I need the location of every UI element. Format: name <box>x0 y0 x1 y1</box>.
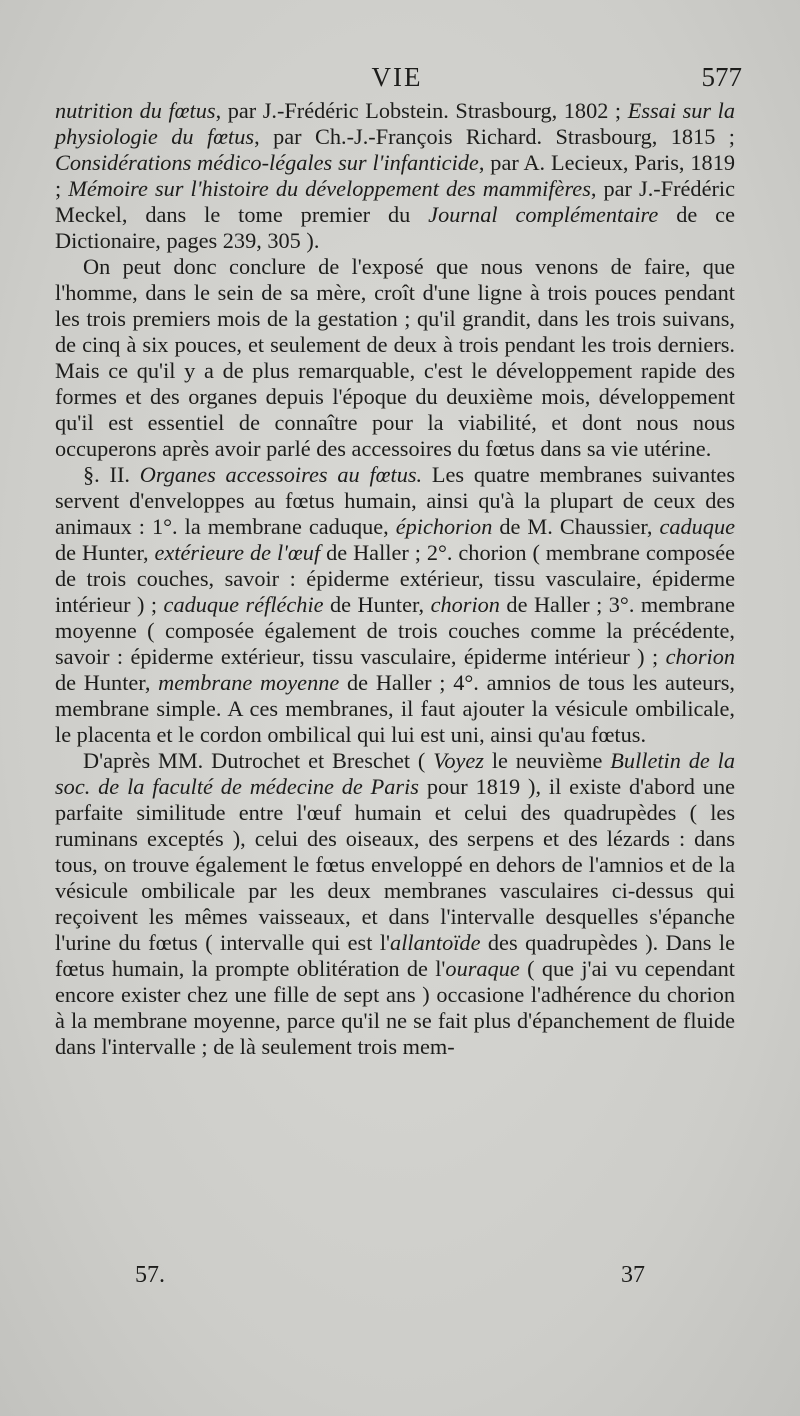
italic-text-run: chorion <box>665 644 735 669</box>
text-run: de Hunter, <box>55 540 155 565</box>
italic-text-run: extérieure de l'œuf <box>154 540 321 565</box>
text-run: Les quatre membranes suivantes servent d'enveloppes au fœtus humain, ainsi qu'à la plupart de ceux des animaux : 1°. la membrane caduque, <box>55 462 736 539</box>
text-run: de Hunter, <box>323 592 431 617</box>
italic-text-run: Mémoire sur l'histoire du développement des mammifères <box>68 176 591 201</box>
italic-text-run: Organes accessoires au fœtus. <box>139 462 423 487</box>
paragraph-bibliography <box>55 98 735 254</box>
italic-text-run: membrane moyenne <box>158 670 340 695</box>
italic-text-run: nutrition du fœtus <box>55 98 216 123</box>
text-run: de Haller ; 2°. chorion ( membrane composée de trois couches, savoir : épiderme extérieur, tissu vasculaire, épiderme intérieur ) ; <box>55 540 735 617</box>
page-footer <box>55 1262 735 1292</box>
text-run: , par A. Lecieux, Paris, 1819 ; <box>55 150 735 201</box>
text-run: D'après MM. Dutrochet et Breschet ( <box>83 748 434 773</box>
text-run: de Haller ; 3°. membrane moyenne ( composée également de trois couches comme la précédente, savoir : épiderme extérieur, tissu vasculaire, épiderme intérieur ) ; <box>55 592 735 669</box>
text-run: ( que j'ai vu cependant encore exister chez une fille de sept ans ) occasione l'adhérence du chorion à la membrane moyenne, parce qu'il ne se fait plus d'épanchement de fluide dans l'intervalle ; de là seulement trois mem- <box>55 956 735 1059</box>
paragraph-accessory-organs <box>55 462 735 748</box>
italic-text-run: Bulletin de la soc. de la faculté de médecine de Paris <box>55 748 735 799</box>
italic-text-run: caduque réfléchie <box>163 592 324 617</box>
page-number: 577 <box>701 62 742 92</box>
text-run: , par J.-Frédéric Meckel, dans le tome premier du <box>55 176 735 227</box>
italic-text-run: ouraque <box>445 956 520 981</box>
italic-text-run: Essai sur la physiologie du fœtus <box>55 98 735 149</box>
text-run: , par Ch.-J.-François Richard. Strasbourg, 1815 ; <box>254 124 735 149</box>
italic-text-run: Considérations médico-légales sur l'infanticide <box>55 150 479 175</box>
text-run: de Hunter, <box>55 670 159 695</box>
text-run: §. II. <box>83 462 140 487</box>
italic-text-run: épichorion <box>395 514 493 539</box>
signature-mark-left: 57. <box>135 1262 165 1288</box>
text-run: de M. Chaussier, <box>492 514 660 539</box>
text-run: le neuvième <box>483 748 611 773</box>
text-run: de Haller ; 4°. amnios de tous les auteurs, membrane simple. A ces membranes, il faut ajouter la vésicule ombilicale, le placenta et le cordon ombilical qui lui est uni, ainsi qu'au fœtus. <box>55 670 736 747</box>
signature-mark-right: 37 <box>621 1262 645 1288</box>
text-run: pour 1819 ), il existe d'abord une parfaite similitude entre l'œuf humain et celui des quadrupèdes ( les ruminans exceptés ), celui des oiseaux, des serpens et des lézards : dans tous, on trouve également le fœtus enveloppé en dehors de l'amnios et de la vésicule ombilicale par les deux membranes vasculaires ci-dessus qui reçoivent les mêmes vaisseaux, et dans l'intervalle desquelles s'épanche l'urine du fœtus ( intervalle qui est l' <box>55 774 735 955</box>
text-run: , par J.-Frédéric Lobstein. Strasbourg, 1802 ; <box>215 98 628 123</box>
paragraph-growth-conclusion <box>55 254 735 462</box>
italic-text-run: Journal complémentaire <box>428 202 659 227</box>
italic-text-run: chorion <box>430 592 500 617</box>
italic-text-run: allantoïde <box>390 930 481 955</box>
running-header <box>52 62 742 100</box>
italic-text-run: caduque <box>659 514 735 539</box>
italic-text-run: Voyez <box>433 748 484 773</box>
text-run: des quadrupèdes ). Dans le fœtus humain, la prompte oblitération de l' <box>55 930 735 981</box>
text-run: On peut donc conclure de l'exposé que nous venons de faire, que l'homme, dans le sein de sa mère, croît d'une ligne à trois pouces pendant les trois premiers mois de la gestation ; qu'il grandit, dans les trois suivans, de cinq à six pouces, et seulement de deux à trois pendant les trois derniers. Mais ce qu'il y a de plus remarquable, c'est le développement rapide des formes et des organes depuis l'époque du deuxième mois, développement qu'il est essentiel de connaître pour la viabilité, et dont nous nous occuperons après avoir parlé des accessoires du fœtus dans sa vie utérine. <box>55 254 735 461</box>
body-text <box>55 98 735 1060</box>
running-title: VIE <box>371 62 423 92</box>
paragraph-dutrochet-breschet <box>55 748 735 1060</box>
text-run: de ce Dictionaire, pages 239, 305 ). <box>55 202 735 253</box>
